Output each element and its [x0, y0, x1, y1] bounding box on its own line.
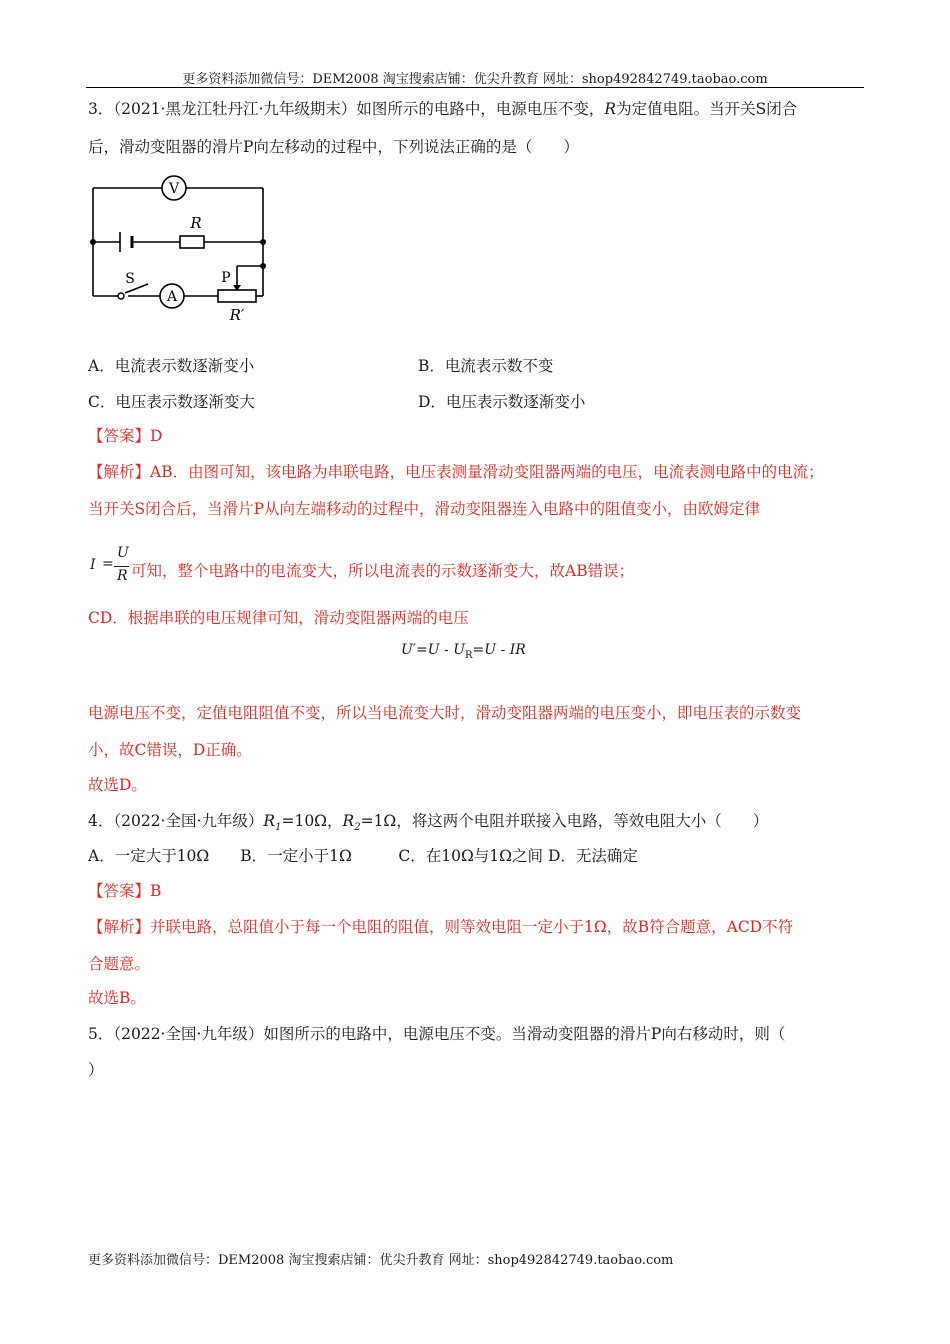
q3-stem-line2: 后，滑动变阻器的滑片P向左移动的过程中，下列说法正确的是（ ） — [88, 138, 579, 156]
q3-analysis-line4: CD．根据串联的电压规律可知，滑动变阻器两端的电压 — [88, 609, 469, 627]
header-rule — [86, 87, 864, 88]
q3-option-b: B．电流表示数不变 — [418, 357, 554, 375]
q4-stem: 4．（2022·全国·九年级）$R_1=10\Omega$，$R_2=1\Omega$，将这两个电阻并联接入电路，等效电阻大小（ ） — [88, 812, 769, 834]
q3-analysis-line5: 电源电压不变，定值电阻阻值不变，所以当电流变大时，滑动变阻器两端的电压变小，即电压表的示数变 — [88, 704, 802, 722]
formula1-lhs: I — [90, 557, 96, 573]
q3-stem-R: R — [604, 100, 617, 118]
resistor-icon — [180, 236, 204, 248]
q3-analysis-line6: 小，故C错误，D正确。 — [88, 741, 252, 759]
battery-icon — [120, 232, 132, 252]
rheostat-label: R′ — [229, 306, 245, 324]
q5-stem-line1: 5．（2022·全国·九年级）如图所示的电路中，电源电压不变。当滑动变阻器的滑片P向右移动时，则（ — [88, 1025, 786, 1043]
resistor-label: R — [190, 214, 202, 232]
fraction-bar — [114, 566, 129, 567]
q4-options: A．一定大于10Ω B．一定小于1Ω C．在10Ω与1Ω之间 D．无法确定 — [88, 847, 638, 865]
rheostat-icon — [218, 290, 256, 302]
q3-option-a: A．电流表示数逐渐变小 — [88, 357, 255, 375]
q3-choose: 故选D。 — [88, 776, 147, 794]
q4-answer: 【答案】B — [88, 882, 162, 900]
q4-analysis-line2: 合题意。 — [88, 955, 151, 973]
ammeter-label: A — [166, 289, 178, 305]
junction-dot — [260, 239, 266, 245]
junction-dot — [90, 239, 96, 245]
q3-stem-line1 — [88, 98, 797, 120]
junction-dot — [260, 263, 266, 269]
q3-analysis-line2: 当开关S闭合后，当滑片P从向左端移动的过程中，滑动变阻器连入电路中的阻值变小，由欧姆定律 — [88, 500, 761, 518]
q3-stem-pre: 3．（2021·黑龙江牡丹江·九年级期末）如图所示的电路中，电源电压不变， — [88, 100, 605, 118]
page-footer: 更多资料添加微信号：DEM2008 淘宝搜索店铺：优尖升教育 网址：shop492842749.taobao.com — [88, 1253, 674, 1268]
slider-label: P — [221, 270, 231, 286]
q4-choose: 故选B。 — [88, 989, 146, 1007]
q5-stem-line2: ） — [88, 1061, 104, 1079]
q3-stem-post: 为定值电阻。当开关S闭合 — [616, 100, 798, 118]
q4-analysis-line1: 【解析】并联电路，总阻值小于每一个电阻的阻值，则等效电阻一定小于1Ω，故B符合题意，ACD不符 — [88, 918, 794, 936]
switch-label: S — [125, 271, 135, 287]
switch-icon — [118, 293, 124, 299]
q3-analysis-line1: 【解析】AB．由图可知，该电路为串联电路，电压表测量滑动变阻器两端的电压，电流表测电路中的电流； — [88, 463, 824, 481]
formula1-numerator: U — [117, 545, 129, 561]
q3-option-d: D．电压表示数逐渐变小 — [418, 393, 586, 411]
formula2: $U'=U - U_R=U$ - IR — [401, 642, 526, 661]
q3-option-c: C．电压表示数逐渐变大 — [88, 393, 255, 411]
q3-analysis-line3: 可知，整个电路中的电流变大，所以电流表的示数逐渐变大，故AB错误； — [131, 562, 635, 580]
q3-answer: 【答案】D — [88, 427, 163, 445]
q3-circuit-diagram — [80, 168, 280, 328]
page-header: 更多资料添加微信号：DEM2008 淘宝搜索店铺：优尖升教育 网址：shop492842749.taobao.com — [182, 72, 768, 87]
formula1-denominator: R — [117, 568, 128, 584]
analysis-tag: 【解析】 — [88, 463, 151, 481]
analysis-tag: 【解析】 — [88, 918, 151, 936]
formula1-eq: = — [102, 556, 114, 572]
voltmeter-label: V — [168, 181, 180, 197]
